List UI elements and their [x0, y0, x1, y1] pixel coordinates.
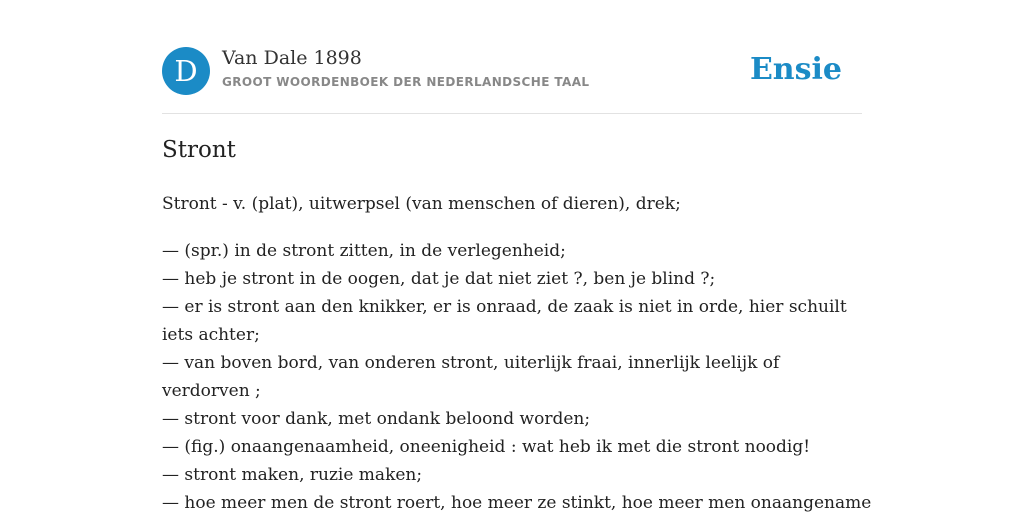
example-line: — hoe meer men de stront roert, hoe meer ze stinkt, hoe meer men onaangename	[162, 493, 872, 513]
example-line: — stront voor dank, met ondank beloond worden;	[162, 409, 591, 429]
site-header	[162, 47, 862, 97]
dictionary-subtitle: GROOT WOORDENBOEK DER NEDERLANDSCHE TAAL	[222, 75, 590, 89]
example-line: — er is stront aan den knikker, er is onraad, de zaak is niet in orde, hier schuilt iets achter;	[162, 297, 847, 345]
entry-definition: Stront - v. (plat), uitwerpsel (van menschen of dieren), drek;	[162, 194, 681, 214]
example-line: — (spr.) in de stront zitten, in de verlegenheid;	[162, 241, 566, 261]
example-line: — stront maken, ruzie maken;	[162, 465, 423, 485]
header-divider	[162, 113, 862, 114]
ensie-logo[interactable]: Ensie	[749, 52, 842, 87]
entry-headword: Stront	[162, 137, 236, 163]
dictionary-title[interactable]: Van Dale 1898	[222, 47, 362, 69]
dictionary-page	[162, 0, 872, 513]
example-line: — van boven bord, van onderen stront, uiterlijk fraai, innerlijk leelijk of verdorven ;	[162, 353, 780, 401]
dictionary-logo[interactable]: D	[162, 47, 210, 95]
example-line: — (fig.) onaangenaamheid, oneenigheid : wat heb ik met die stront noodig!	[162, 437, 811, 457]
entry-examples	[162, 237, 872, 517]
example-line: — heb je stront in de oogen, dat je dat niet ziet ?, ben je blind ?;	[162, 269, 716, 289]
